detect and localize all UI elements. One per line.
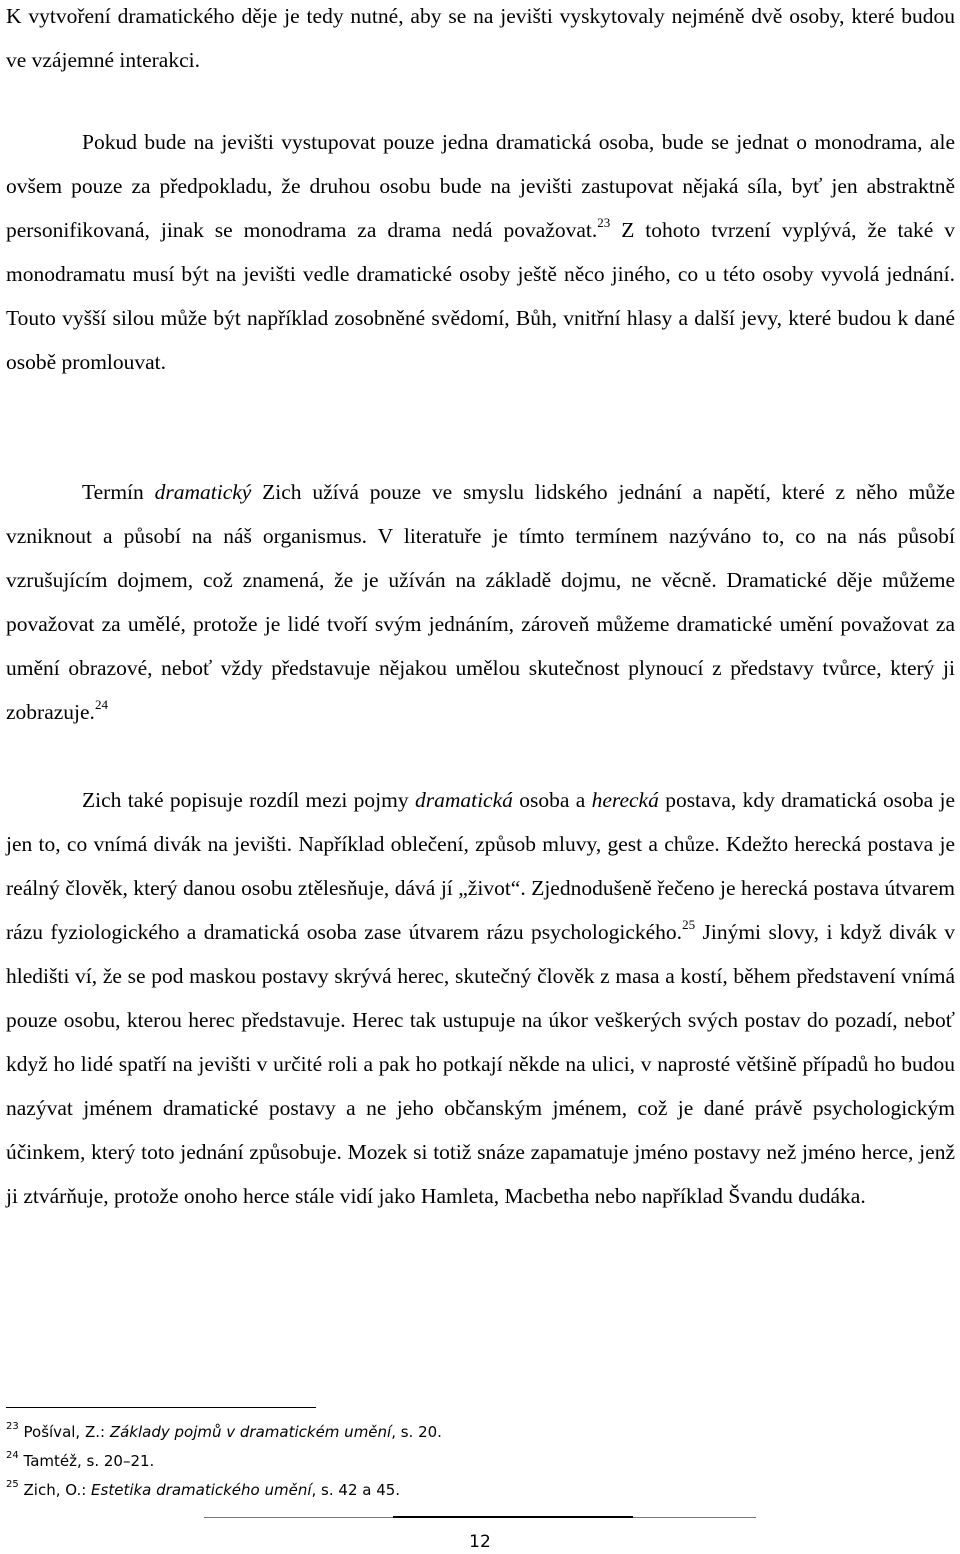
paragraph-text: Termín [82, 480, 155, 504]
paragraph-text: osoba a [512, 788, 592, 812]
italic-term: dramatická [414, 788, 513, 812]
footnote-ref-24[interactable]: 24 [94, 697, 108, 712]
footnote-25 [6, 1476, 906, 1505]
footnote-text: Zich, O.: [23, 1481, 92, 1499]
footer-rule-accent [393, 1516, 633, 1518]
paragraph-text: Pokud bude na jevišti vystupovat pouze jedna dramatická osoba, bude se jednat o monodrama, ale ovšem pouze za předpokladu, že druhou osobu bude na jevišti zastupovat nějaká síla, byť jen abstraktně personifikovaná, jinak se monodrama za drama nedá považovat. [6, 130, 955, 242]
footnote-title: Estetika dramatického umění [91, 1481, 312, 1499]
footnote-separator [6, 1407, 316, 1408]
footnote-text: , s. 20. [391, 1423, 442, 1441]
paragraph-text: Z tohoto tvrzení vyplývá, že také v monodramatu musí být na jevišti vedle dramatické osoby ještě něco jiného, co u této osoby vyvolá jednání. Touto vyšší silou může být například zosobněné svědomí, Bůh, vnitřní hlasy a další jevy, které budou k dané osobě promlouvat. [6, 218, 955, 374]
italic-term: dramatický [154, 480, 252, 504]
footnotes [6, 1418, 906, 1505]
paragraph-text: Zich také popisuje rozdíl mezi pojmy [82, 788, 415, 812]
footnote-ref-25[interactable]: 25 [682, 917, 696, 932]
paragraph-text: postava, kdy dramatická osoba je jen to, co vnímá divák na jevišti. Například oblečení, způsob mluvy, gest a chůze. Kdežto herecká postava je reálný člověk, který danou osobu ztělesňuje, dává jí „život“. Zjednodušeně řečeno je herecká postava útvarem rázu fyziologického a dramatická osoba zase útvarem rázu psychologického. [6, 788, 956, 944]
footnote-24 [6, 1447, 906, 1476]
footnote-text: , s. 42 a 45. [311, 1481, 401, 1499]
footnote-text: Tamtéž, s. 20–21. [23, 1452, 155, 1470]
italic-term: herecká [591, 788, 659, 812]
footnote-number: 24 [6, 1450, 19, 1461]
paragraph-1 [6, 0, 955, 82]
footnote-ref-23[interactable]: 23 [597, 215, 611, 230]
paragraph-text: Zich užívá pouze ve smyslu lidského jednání a napětí, které z něho může vzniknout a působí na náš organismus. V literatuře je tímto termínem nazýváno to, co na nás působí vzrušujícím dojmem, což znamená, že je užíván na základě dojmu, ne věcně. Dramatické děje můžeme považovat za umělé, protože je lidé tvoří svým jednáním, zároveň můžeme dramatické umění považovat za umění obrazové, neboť vždy představuje nějakou umělou skutečnost plynoucí z představy tvůrce, který ji zobrazuje. [6, 480, 956, 724]
paragraph-3 [6, 470, 955, 734]
footnote-23 [6, 1418, 906, 1447]
footnote-title: Základy pojmů v dramatickém umění [109, 1423, 392, 1441]
paragraph-2 [6, 120, 955, 384]
footnote-number: 23 [6, 1421, 19, 1432]
paragraph-text: K vytvoření dramatického děje je tedy nutné, aby se na jevišti vyskytovaly nejméně dvě osoby, které budou ve vzájemné interakci. [6, 4, 955, 72]
footnote-text: Pošíval, Z.: [23, 1423, 110, 1441]
page-number: 12 [469, 1532, 491, 1552]
paragraph-text: Jinými slovy, i když divák v hledišti ví, že se pod maskou postavy skrývá herec, skutečný člověk z masa a kostí, během představení vnímá pouze osobu, kterou herec představuje. Herec tak ustupuje na úkor veškerých svých postav do pozadí, neboť když ho lidé spatří na jevišti v určité roli a pak ho potkají někde na ulici, v naprosté většině případů ho budou nazývat jménem dramatické postavy a ne jeho občanským jménem, což je dané právě psychologickým účinkem, který toto jednání způsobuje. Mozek si totiž snáze zapamatuje jméno postavy než jméno herce, jenž ji ztvárňuje, protože onoho herce stále vidí jako Hamleta, Macbetha nebo například Švandu dudáka. [6, 920, 956, 1208]
footnote-number: 25 [6, 1479, 19, 1490]
paragraph-4 [6, 778, 955, 1218]
